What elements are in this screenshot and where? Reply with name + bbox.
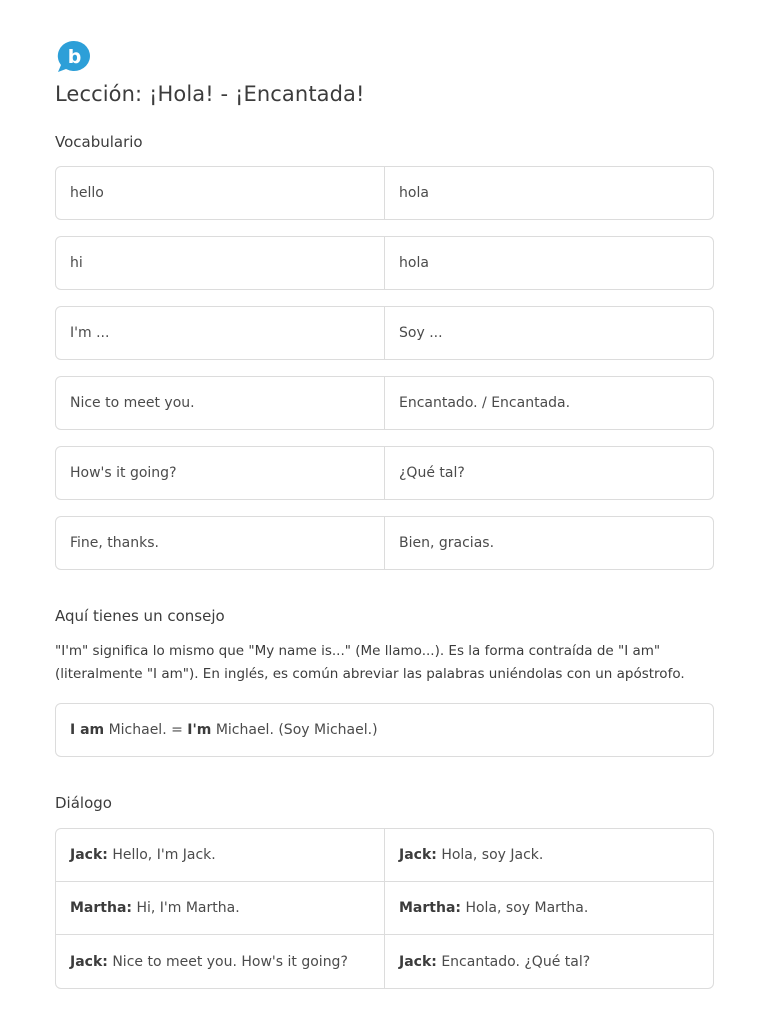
vocab-spanish: Soy ... xyxy=(399,325,443,341)
vocab-spanish: Bien, gracias. xyxy=(399,535,495,551)
dialog-line: Hola, soy Jack. xyxy=(436,847,544,863)
example-text-2: Michael. (Soy Michael.) xyxy=(211,722,378,738)
vocab-row xyxy=(55,516,714,570)
dialog-line: Encantado. ¿Qué tal? xyxy=(436,953,591,970)
tip-line-1: "I'm" significa lo mismo que "My name is..." (Me llamo...). Es la forma contraída de "I am" xyxy=(55,643,661,659)
speaker-name: Jack: xyxy=(70,953,108,970)
busuu-logo-icon xyxy=(55,40,92,74)
dialog-row xyxy=(56,882,713,935)
vocab-spanish: hola xyxy=(399,185,429,201)
tip-heading: Aquí tienes un consejo xyxy=(55,607,225,625)
vocab-english: hello xyxy=(56,167,385,219)
dialog-spanish xyxy=(385,882,713,934)
page-title: Lección: ¡Hola! - ¡Encantada! xyxy=(55,82,365,106)
dialog-english xyxy=(56,829,385,881)
tip-paragraph xyxy=(55,640,735,686)
vocab-spanish: hola xyxy=(399,255,429,271)
example-bold-1: I am xyxy=(70,722,105,738)
vocab-spanish: Encantado. / Encantada. xyxy=(399,395,571,411)
tip-example xyxy=(55,703,714,757)
vocab-row xyxy=(55,166,714,220)
speaker-name: Martha: xyxy=(70,900,132,916)
vocab-english: hi xyxy=(56,237,385,289)
vocab-row xyxy=(55,236,714,290)
dialog-table xyxy=(55,828,714,989)
speaker-name: Martha: xyxy=(399,900,461,916)
dialog-line: Hi, I'm Martha. xyxy=(132,900,240,916)
vocab-heading: Vocabulario xyxy=(55,133,143,151)
vocab-spanish: ¿Qué tal? xyxy=(399,465,465,481)
vocab-english: Nice to meet you. xyxy=(56,377,385,429)
dialog-row xyxy=(56,935,713,988)
vocab-english: I'm ... xyxy=(56,307,385,359)
dialog-line: Hello, I'm Jack. xyxy=(107,847,216,863)
vocab-row xyxy=(55,376,714,430)
dialog-heading: Diálogo xyxy=(55,794,112,812)
dialog-row xyxy=(56,829,713,882)
dialog-spanish xyxy=(385,935,713,988)
dialog-spanish xyxy=(385,829,713,881)
tip-line-2: (literalmente "I am"). En inglés, es común abreviar las palabras uniéndolas con un apóstrofo. xyxy=(55,666,685,682)
vocab-english: How's it going? xyxy=(56,447,385,499)
logo-letter: b xyxy=(67,46,82,68)
dialog-english xyxy=(56,882,385,934)
vocab-english: Fine, thanks. xyxy=(56,517,385,569)
dialog-line: Hola, soy Martha. xyxy=(461,900,589,916)
example-text-1: Michael. = xyxy=(104,722,188,738)
vocab-row xyxy=(55,306,714,360)
vocab-row xyxy=(55,446,714,500)
speaker-name: Jack: xyxy=(399,847,437,863)
speaker-name: Jack: xyxy=(399,953,437,970)
dialog-line: Nice to meet you. How's it going? xyxy=(107,953,348,970)
dialog-english xyxy=(56,935,385,988)
example-bold-2: I'm xyxy=(187,722,212,738)
speaker-name: Jack: xyxy=(70,847,108,863)
